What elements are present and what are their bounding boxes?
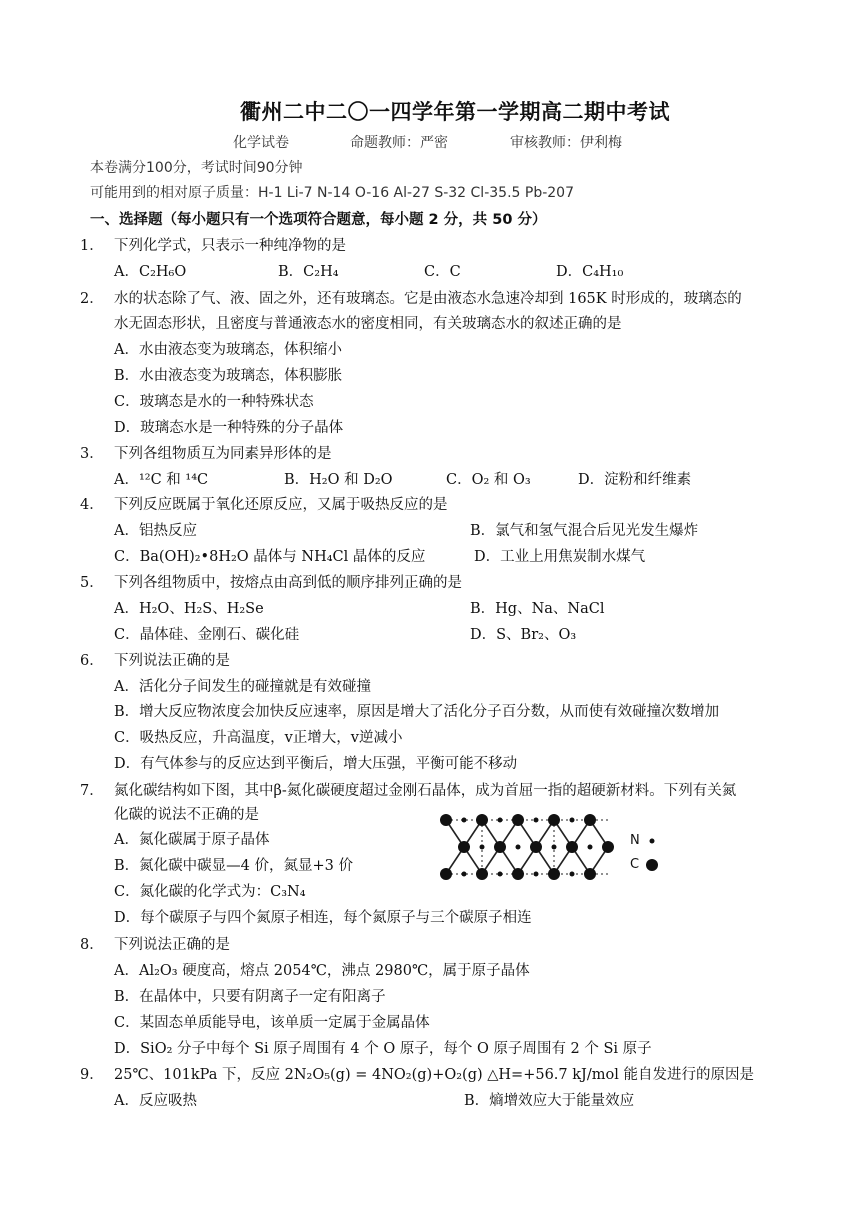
option-a: A．C₂H₆O <box>114 264 187 280</box>
option-d: D．每个碳原子与四个氮原子相连，每个氮原子与三个碳原子相连 <box>114 910 532 926</box>
option-a: A．水由液态变为玻璃态，体积缩小 <box>114 342 342 358</box>
option-b: B．增大反应物浓度会加快反应速率，原因是增大了活化分子百分数，从而使有效碰撞次数增加 <box>114 704 720 720</box>
question-stem: 下列说法正确的是 <box>114 653 230 669</box>
option-c: C．晶体硅、金刚石、碳化硅 <box>114 627 300 643</box>
option-a: A．氮化碳属于原子晶体 <box>114 832 270 848</box>
question-number: 1． <box>80 238 104 254</box>
question-stem: 水的状态除了气、液、固之外，还有玻璃态。它是由液态水急速冷却到 165K 时形成的，玻璃态的 <box>114 291 742 307</box>
question-number: 2． <box>80 291 104 307</box>
option-b: B．氯气和氢气混合后见光发生爆炸 <box>470 523 699 539</box>
question-number: 7． <box>80 783 104 799</box>
option-c: C．C <box>424 264 461 280</box>
question-number: 6． <box>80 653 104 669</box>
option-c: C．吸热反应，升高温度，v正增大，v逆减小 <box>114 730 403 746</box>
option-d: D．C₄H₁₀ <box>556 264 624 280</box>
option-c: C．某固态单质能导电，该单质一定属于金属晶体 <box>114 1015 430 1031</box>
setter-label: 命题教师：严密 <box>350 135 448 151</box>
question-number: 8． <box>80 937 104 953</box>
option-b: B．H₂O 和 D₂O <box>284 472 393 488</box>
option-d: D．工业上用焦炭制水煤气 <box>474 549 646 565</box>
question-number: 4． <box>80 497 104 513</box>
question-stem: 氮化碳结构如下图，其中β-氮化碳硬度超过金刚石晶体，成为首屈一指的超硬新材料。下列有关氮 <box>114 783 737 799</box>
question-number: 5． <box>80 575 104 591</box>
section-title: 一、选择题（每小题只有一个选项符合题意，每小题 2 分，共 50 分） <box>90 212 547 228</box>
option-c: C．Ba(OH)₂•8H₂O 晶体与 NH₄Cl 晶体的反应 <box>114 549 426 565</box>
question-stem: 下列说法正确的是 <box>114 937 230 953</box>
exam-title: 衢州二中二〇一四学年第一学期高二期中考试 <box>240 100 670 124</box>
option-d: D．S、Br₂、O₃ <box>470 627 577 643</box>
option-b: B．Hg、Na、NaCl <box>470 601 605 617</box>
option-a: A．Al₂O₃ 硬度高，熔点 2054℃，沸点 2980℃，属于原子晶体 <box>114 963 530 979</box>
option-a: A．活化分子间发生的碰撞就是有效碰撞 <box>114 679 371 695</box>
option-b: B．氮化碳中碳显—4 价，氮显+3 价 <box>114 858 353 874</box>
option-d: D．SiO₂ 分子中每个 Si 原子周围有 4 个 O 原子，每个 O 原子周围有 2 个 Si 原子 <box>114 1041 652 1057</box>
legend-n-label: N <box>630 833 640 848</box>
option-a: A．H₂O、H₂S、H₂Se <box>114 601 264 617</box>
option-c: C．氮化碳的化学式为：C₃N₄ <box>114 884 306 900</box>
question-stem: 下列各组物质中，按熔点由高到低的顺序排列正确的是 <box>114 575 462 591</box>
question-number: 3． <box>80 446 104 462</box>
option-b: B．熵增效应大于能量效应 <box>464 1093 635 1109</box>
option-b: B．在晶体中，只要有阴离子一定有阳离子 <box>114 989 386 1005</box>
subject-label: 化学试卷 <box>233 135 289 151</box>
option-b: B．水由液态变为玻璃态，体积膨胀 <box>114 368 343 384</box>
option-a: A．¹²C 和 ¹⁴C <box>114 472 209 488</box>
question-stem-continued: 水无固态形状，且密度与普通液态水的密度相同，有关玻璃态水的叙述正确的是 <box>114 316 622 332</box>
atomic-mass-info: 可能用到的相对原子质量：H-1 Li-7 N-14 O-16 Al-27 S-32 Cl-35.5 Pb-207 <box>90 185 574 201</box>
reviewer-label: 审核教师：伊利梅 <box>510 135 622 151</box>
question-number: 9． <box>80 1067 104 1083</box>
legend-c-label: C <box>630 857 640 872</box>
question-stem: 下列化学式，只表示一种纯净物的是 <box>114 238 346 254</box>
question-stem: 下列各组物质互为同素异形体的是 <box>114 446 332 462</box>
option-a: A．反应吸热 <box>114 1093 197 1109</box>
question-stem: 下列反应既属于氧化还原反应，又属于吸热反应的是 <box>114 497 448 513</box>
score-time-info: 本卷满分100分，考试时间90分钟 <box>90 160 303 176</box>
option-d: D．淀粉和纤维素 <box>578 472 692 488</box>
option-a: A．铝热反应 <box>114 523 197 539</box>
option-d: D．有气体参与的反应达到平衡后，增大压强，平衡可能不移动 <box>114 756 518 772</box>
option-b: B．C₂H₄ <box>278 264 339 280</box>
option-c: C．玻璃态是水的一种特殊状态 <box>114 394 314 410</box>
option-c: C．O₂ 和 O₃ <box>446 472 531 488</box>
question-stem-continued: 化碳的说法不正确的是 <box>114 807 259 823</box>
question-stem: 25℃、101kPa 下，反应 2N₂O₅(g) = 4NO₂(g)+O₂(g) △H=+56.7 kJ/mol 能自发进行的原因是 <box>114 1067 754 1083</box>
option-d: D．玻璃态水是一种特殊的分子晶体 <box>114 420 344 436</box>
